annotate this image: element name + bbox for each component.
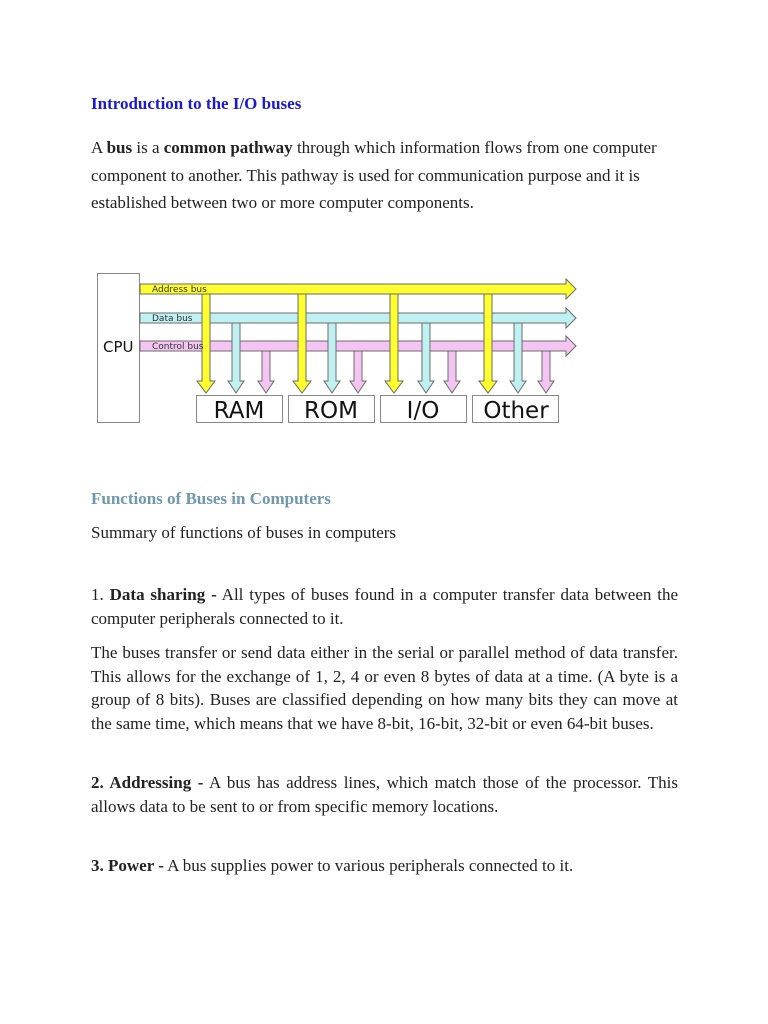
bus-diagram bbox=[92, 268, 577, 428]
cpu-label: CPU bbox=[103, 338, 134, 356]
intro-bold-pathway: common pathway bbox=[163, 138, 293, 157]
intro-bold-bus: bus bbox=[106, 138, 133, 157]
intro-text-2: is a bbox=[132, 138, 164, 157]
address-bus-label: Address bus bbox=[152, 285, 207, 295]
data-drop-ram bbox=[228, 323, 244, 393]
item-text: A bus supplies power to various peripherals connected to it. bbox=[163, 856, 574, 875]
functions-heading: Functions of Buses in Computers bbox=[91, 489, 331, 508]
other-label: Other bbox=[483, 398, 549, 424]
item-text: A bus has address lines, which match those of the processor. This allows data to be sent to or from specific memory locations. bbox=[91, 773, 678, 816]
data-bus-label: Data bus bbox=[152, 314, 193, 324]
function-item-addressing bbox=[91, 771, 678, 818]
data-drop-rom bbox=[324, 323, 340, 393]
control-bus-label: Control bus bbox=[152, 342, 204, 352]
intro-text-1: A bbox=[91, 138, 107, 157]
item-title: 3. Power - bbox=[91, 856, 164, 875]
item-title: 2. Addressing - bbox=[91, 773, 204, 792]
data-drop-io bbox=[418, 323, 434, 393]
functions-summary: Summary of functions of buses in computers bbox=[91, 523, 397, 542]
control-drop-ram bbox=[258, 351, 274, 393]
intro-text-3: through which information flows from one computer component to another. This pathway is used for communication purpose and it is established between two or more computer components. bbox=[91, 138, 657, 212]
function-item-power bbox=[91, 854, 678, 878]
intro-paragraph bbox=[91, 134, 671, 217]
item-number: 1. bbox=[91, 585, 110, 604]
io-label: I/O bbox=[406, 398, 440, 424]
item-text: All types of buses found in a computer transfer data between the computer peripherals connected to it. bbox=[91, 585, 678, 628]
data-transfer-paragraph: The buses transfer or send data either in the serial or parallel method of data transfer. This allows for the exchange of 1, 2, 4 or even 8 bytes of data at a time. (A byte is a group of 8 bits). Buses are classified depending on how many bits they can move at the same time, which means that we have 8-bit, 16-bit, 32-bit or even 64-bit buses. bbox=[91, 643, 678, 733]
control-drop-io bbox=[444, 351, 460, 393]
control-drop-other bbox=[538, 351, 554, 393]
rom-label: ROM bbox=[304, 398, 358, 424]
page-title: Introduction to the I/O buses bbox=[91, 94, 302, 113]
item-title: Data sharing - bbox=[109, 585, 217, 604]
function-item-data-sharing bbox=[91, 583, 678, 630]
ram-label: RAM bbox=[213, 398, 265, 424]
control-drop-rom bbox=[350, 351, 366, 393]
data-drop-other bbox=[510, 323, 526, 393]
